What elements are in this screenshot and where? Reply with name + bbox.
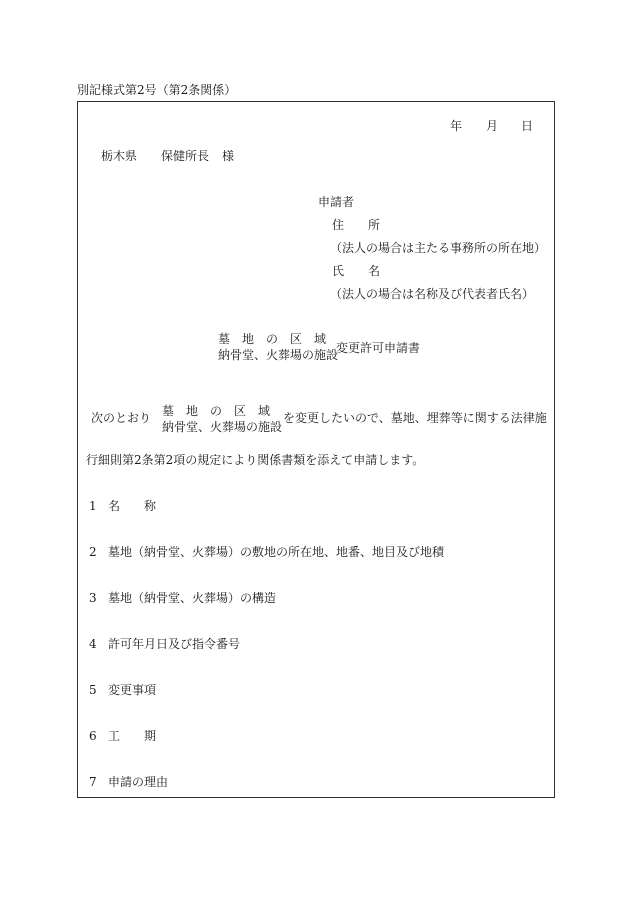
date-year: 年: [450, 119, 463, 133]
name-note: （法人の場合は名称及び代表者氏名）: [330, 287, 535, 301]
item-3-label: 墓地（納骨堂、火葬場）の構造: [108, 591, 277, 605]
date-day: 日: [521, 119, 534, 133]
item-2-num: 2: [89, 545, 97, 559]
item-3-num: 3: [89, 591, 97, 605]
body-line1-rest: を変更したいので、墓地、埋葬等に関する法律施: [283, 411, 547, 425]
body-stack-bottom: 納骨堂、火葬場の施設: [162, 420, 283, 434]
item-6-num: 6: [89, 729, 97, 743]
body-stack: [162, 405, 282, 434]
item-4-label: 許可年月日及び指令番号: [108, 637, 241, 651]
item-5-label: 変更事項: [108, 683, 157, 697]
body-stack-top: 墓 地 の 区 域: [162, 404, 271, 418]
addressee-prefecture: 栃木県: [101, 149, 138, 163]
item-7-num: 7: [89, 775, 97, 789]
item-1-label: 名 称: [108, 499, 157, 513]
form-number: 別記様式第2号（第2条関係）: [77, 83, 237, 97]
item-5-num: 5: [89, 683, 97, 697]
title-line-top: 墓 地 の 区 域: [218, 332, 327, 346]
item-2-label: 墓地（納骨堂、火葬場）の敷地の所在地、地番、地目及び地積: [108, 545, 445, 559]
item-7-label: 申請の理由: [108, 775, 169, 789]
address-note: （法人の場合は主たる事務所の所在地）: [330, 241, 547, 255]
item-4-num: 4: [89, 637, 97, 651]
addressee-honorific: 様: [222, 149, 235, 163]
body-prefix: 次のとおり: [91, 411, 152, 425]
body-line2: 行細則第2条第2項の規定により関係書類を添えて申請します。: [86, 453, 425, 467]
title-line-bottom: 納骨堂、火葬場の施設: [218, 348, 339, 362]
title-suffix: 変更許可申請書: [336, 341, 421, 355]
applicant-heading: 申請者: [318, 195, 355, 209]
addressee-office: 保健所長: [161, 149, 210, 163]
title-stack: [218, 333, 338, 362]
item-1-num: 1: [89, 499, 97, 513]
address-label: 住 所: [332, 218, 381, 232]
item-6-label: 工 期: [108, 729, 157, 743]
date-month: 月: [486, 119, 499, 133]
name-label: 氏 名: [332, 264, 381, 278]
